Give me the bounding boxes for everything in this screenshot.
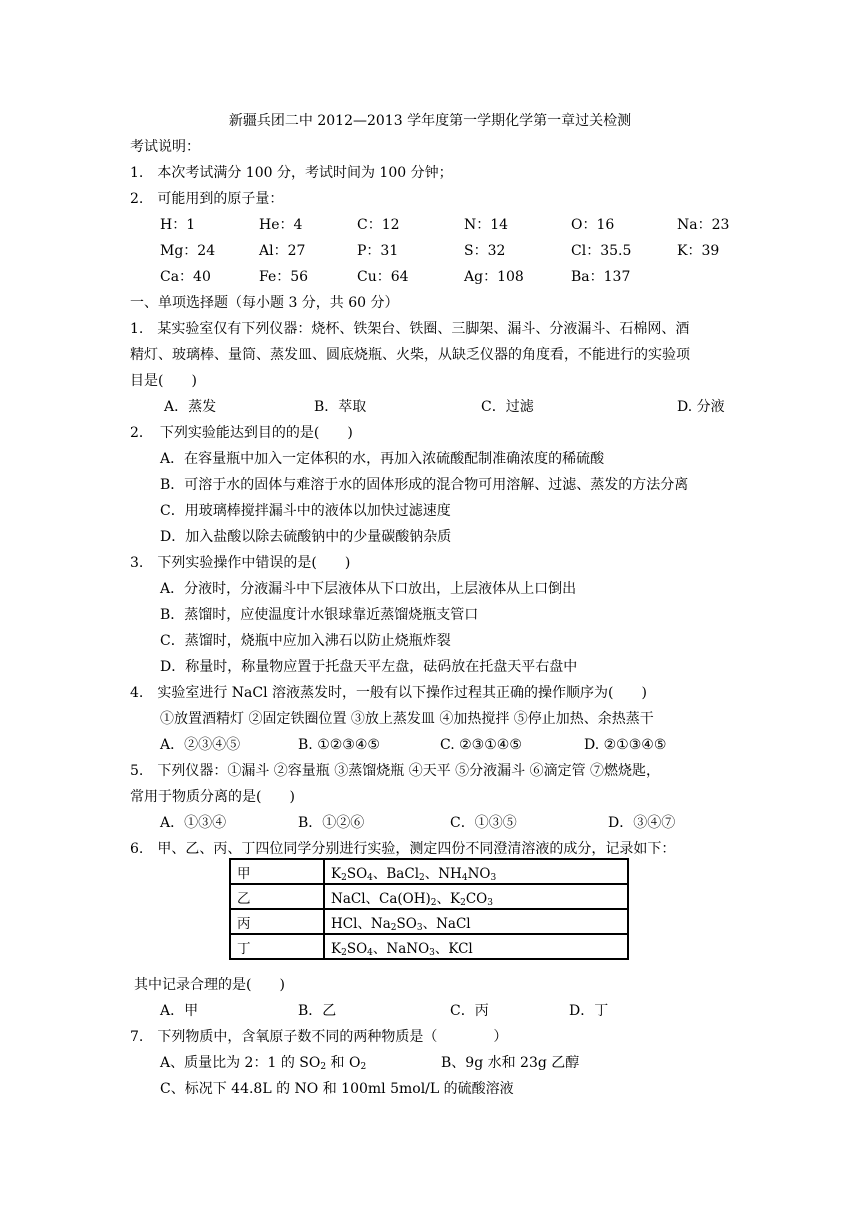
- question-3-option-d: D．称量时，称量物应置于托盘天平左盘，砝码放在托盘天平右盘中: [160, 659, 578, 675]
- record-cell: [324, 884, 628, 909]
- record-formula: HCl、$Na_2SO_3$、NaCl: [331, 915, 471, 933]
- question-2-stem: 2． 下列实验能达到目的的是( ): [130, 425, 353, 441]
- page-title: 新疆兵团二中 2012—2013 学年度第一学期化学第一章过关检测: [228, 113, 632, 129]
- student-cell: 丙: [230, 909, 324, 934]
- question-6-option-c: C．丙: [450, 1003, 489, 1019]
- atomic-mass: He：4: [259, 217, 303, 233]
- record-cell: [324, 909, 628, 934]
- question-3-option-c: C．蒸馏时，烧瓶中应加入沸石以防止烧瓶炸裂: [160, 633, 451, 649]
- question-4-steps: ①放置酒精灯 ②固定铁圈位置 ③放上蒸发皿 ④加热搅拌 ⑤停止加热、余热蒸干: [160, 711, 654, 727]
- atomic-mass: C：12: [357, 217, 400, 233]
- table-row: [230, 909, 628, 934]
- record-formula: $K_2SO_4$、BaCl$_2$、$NH_4NO_3$: [331, 865, 497, 883]
- atomic-mass: Ag：108: [464, 269, 524, 285]
- question-5-stem: 常用于物质分离的是( ): [130, 789, 295, 805]
- question-6-stem: 6. 甲、乙、丙、丁四位同学分别进行实验，测定四份不同澄清溶液的成分，记录如下：: [130, 841, 676, 857]
- question-1-option-a: A．蒸发: [164, 399, 217, 415]
- question-1-stem: 1. 某实验室仅有下列仪器：烧杯、铁架台、铁圈、三脚架、漏斗、分液漏斗、石棉网、酒: [130, 321, 690, 337]
- question-5-option-c: C．①③⑤: [450, 815, 517, 831]
- atomic-mass: O：16: [571, 217, 615, 233]
- question-3-option-b: B．蒸馏时，应使温度计水银球靠近蒸馏烧瓶支管口: [160, 607, 479, 623]
- question-1-stem: 精灯、玻璃棒、量筒、蒸发皿、圆底烧瓶、火柴，从缺乏仪器的角度看，不能进行的实验项: [130, 347, 690, 363]
- instruction-item: 1. 本次考试满分 100 分，考试时间为 100 分钟；: [130, 165, 453, 181]
- student-cell: 乙: [230, 884, 324, 909]
- question-4-stem: 4. 实验室进行 NaCl 溶液蒸发时，一般有以下操作过程其正确的操作顺序为( ): [130, 685, 647, 701]
- question-4-option-d: D. ②①③④⑤: [584, 737, 667, 753]
- question-6-option-a: A．甲: [160, 1003, 199, 1019]
- instruction-item: 2. 可能用到的原子量：: [130, 191, 284, 207]
- atomic-mass: Cl：35.5: [571, 243, 632, 259]
- atomic-mass: P：31: [357, 243, 399, 259]
- question-4-option-b: B. ①②③④⑤: [298, 737, 380, 753]
- student-cell: 丁: [230, 934, 324, 959]
- question-3-stem: 3. 下列实验操作中错误的是( ): [130, 555, 351, 571]
- record-cell: [324, 934, 628, 959]
- atomic-mass: Al：27: [259, 243, 306, 259]
- section-heading: 一、单项选择题（每小题 3 分，共 60 分）: [130, 295, 399, 311]
- question-1-option-c: C．过滤: [481, 399, 534, 415]
- question-1-stem: 目是( ): [130, 373, 197, 389]
- atomic-mass: Ba：137: [571, 269, 631, 285]
- question-5-option-d: D．③④⑦: [608, 815, 676, 831]
- record-cell: [324, 859, 628, 884]
- question-7-option-a: [160, 1053, 366, 1073]
- atomic-mass: H：1: [160, 217, 196, 233]
- student-cell: 甲: [230, 859, 324, 884]
- question-3-option-a: A．分液时，分液漏斗中下层液体从下口放出，上层液体从上口倒出: [160, 581, 577, 597]
- record-formula: NaCl、$Ca(OH)_2$、$K_2CO_3$: [331, 890, 493, 908]
- question-2-option-c: C．用玻璃棒搅拌漏斗中的液体以加快过滤速度: [160, 503, 451, 519]
- question-1-option-d: D. 分液: [677, 399, 725, 415]
- table-row: [230, 884, 628, 909]
- atomic-mass: K：39: [677, 243, 720, 259]
- instructions-heading: 考试说明：: [130, 139, 200, 155]
- question-5-option-b: B．①②⑥: [298, 815, 365, 831]
- question-6-question: 其中记录合理的是( ): [134, 977, 285, 993]
- question-4-option-a: A．②③④⑤: [160, 737, 241, 753]
- question-7-option-b: B、9g 水和 23g 乙醇: [441, 1055, 580, 1071]
- question-5-option-a: A．①③④: [160, 815, 227, 831]
- question-5-stem: 5. 下列仪器：①漏斗 ②容量瓶 ③蒸馏烧瓶 ④天平 ⑤分液漏斗 ⑥滴定管 ⑦燃烧匙，: [130, 763, 661, 779]
- table-row: [230, 934, 628, 959]
- question-2-option-a: A．在容量瓶中加入一定体积的水，再加入浓硫酸配制准确浓度的稀硫酸: [160, 451, 605, 467]
- atomic-mass: Fe：56: [259, 269, 309, 285]
- atomic-mass: Cu：64: [357, 269, 409, 285]
- atomic-mass: S：32: [464, 243, 506, 259]
- atomic-mass: N：14: [464, 217, 509, 233]
- atomic-mass: Ca：40: [160, 269, 211, 285]
- record-table: [229, 858, 629, 960]
- record-formula: $K_2SO_4$、NaNO$_3$、KCl: [331, 940, 473, 958]
- question-6-option-d: D．丁: [569, 1003, 609, 1019]
- question-6-option-b: B．乙: [298, 1003, 337, 1019]
- question-2-option-b: B．可溶于水的固体与难溶于水的固体形成的混合物可用溶解、过滤、蒸发的方法分离: [160, 477, 689, 493]
- table-row: [230, 859, 628, 884]
- question-7-option-a-text: A、质量比为 2：1 的 $SO_2$ 和 $O_2$: [160, 1055, 367, 1072]
- atomic-mass: Mg：24: [160, 243, 216, 259]
- atomic-mass: Na：23: [677, 217, 730, 233]
- question-1-option-b: B．萃取: [314, 399, 367, 415]
- question-4-option-c: C. ②③①④⑤: [440, 737, 522, 753]
- question-2-option-d: D．加入盐酸以除去硫酸钠中的少量碳酸钠杂质: [160, 529, 452, 545]
- question-7-option-c: C、标况下 44.8L 的 NO 和 100ml 5mol/L 的硫酸溶液: [160, 1081, 514, 1097]
- question-7-stem: 7. 下列物质中，含氧原子数不同的两种物质是（ ）: [130, 1029, 508, 1045]
